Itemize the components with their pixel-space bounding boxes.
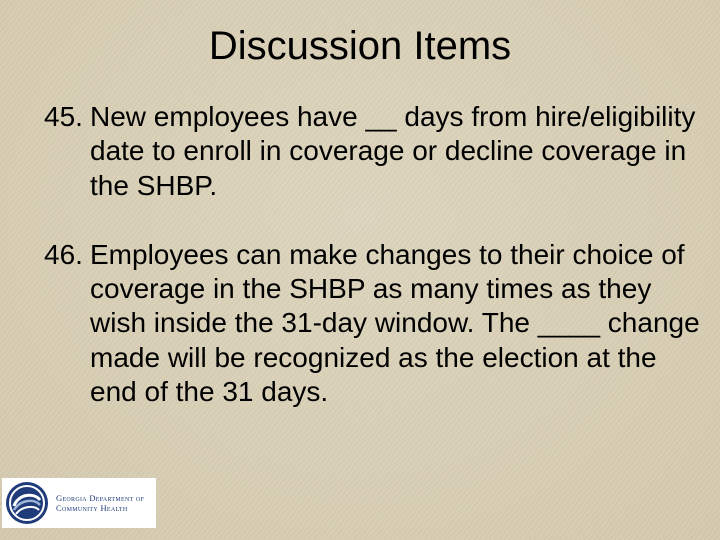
- item-text: New employees have __ days from hire/eligibility date to enroll in coverage or decline coverage in the SHBP.: [90, 101, 696, 201]
- logo-wordmark: [56, 493, 144, 513]
- slide-title: Discussion Items: [208, 24, 512, 68]
- item-text: Employees can make changes to their choice of coverage in the SHBP as many times as they wish inside the 31-day window. The ____ change made will be recognized as the election at the end of the 31 days.: [90, 238, 700, 408]
- item-number: 45.: [44, 101, 83, 132]
- dch-logo: [2, 478, 156, 528]
- georgia-dch-swirl-icon: [4, 480, 50, 526]
- logo-line-1: Georgia Department of: [56, 493, 145, 503]
- logo-line-2: Community Health: [56, 503, 128, 513]
- item-number: 46.: [44, 238, 83, 270]
- discussion-items-list: [44, 100, 704, 409]
- discussion-item-46: [44, 238, 704, 409]
- discussion-item-45: [44, 100, 704, 203]
